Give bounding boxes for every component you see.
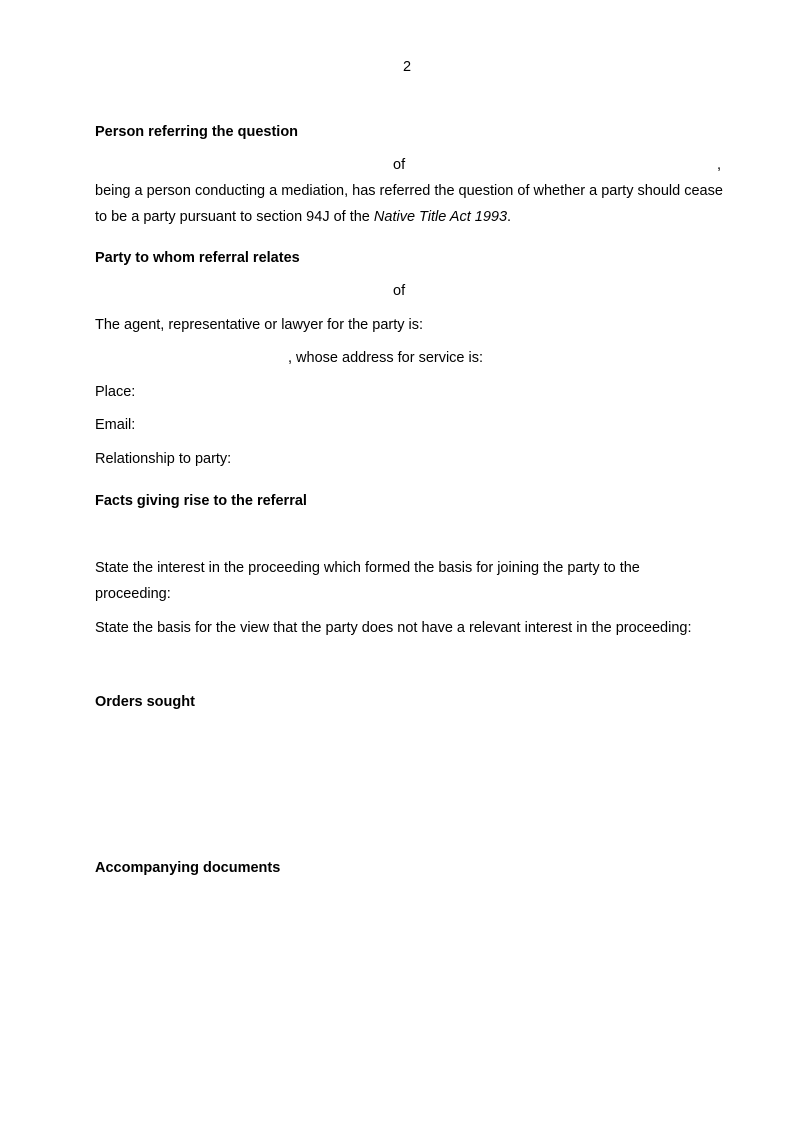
section-heading-accompanying: Accompanying documents — [95, 860, 281, 876]
section-heading-orders: Orders sought — [95, 694, 195, 710]
trailing-comma: , — [717, 157, 722, 173]
basis-statement: State the basis for the view that the party does not have a relevant interest in the proceeding: — [95, 620, 692, 636]
page-number: 2 — [403, 59, 412, 75]
email-label: Email: — [95, 417, 136, 433]
section-heading-person-referring: Person referring the question — [95, 124, 299, 140]
section-heading-facts: Facts giving rise to the referral — [95, 493, 307, 509]
of-label: of — [393, 157, 406, 173]
referral-statement-text: being a person conducting a mediation, has referred the question of whether a party should cease to be a party pursuant to section 94J of the — [95, 183, 723, 225]
act-title: Native Title Act 1993 — [373, 209, 508, 225]
interest-statement: State the interest in the proceeding which formed the basis for joining the party to the proceeding: — [95, 560, 640, 602]
referral-statement — [95, 178, 735, 230]
relationship-label: Relationship to party: — [95, 451, 232, 467]
address-line: , whose address for service is: — [288, 350, 484, 366]
of-label-party: of — [393, 283, 406, 299]
section-heading-party: Party to whom referral relates — [95, 250, 300, 266]
referral-statement-end: . — [507, 209, 512, 225]
place-label: Place: — [95, 384, 136, 400]
agent-line: The agent, representative or lawyer for the party is: — [95, 317, 424, 333]
